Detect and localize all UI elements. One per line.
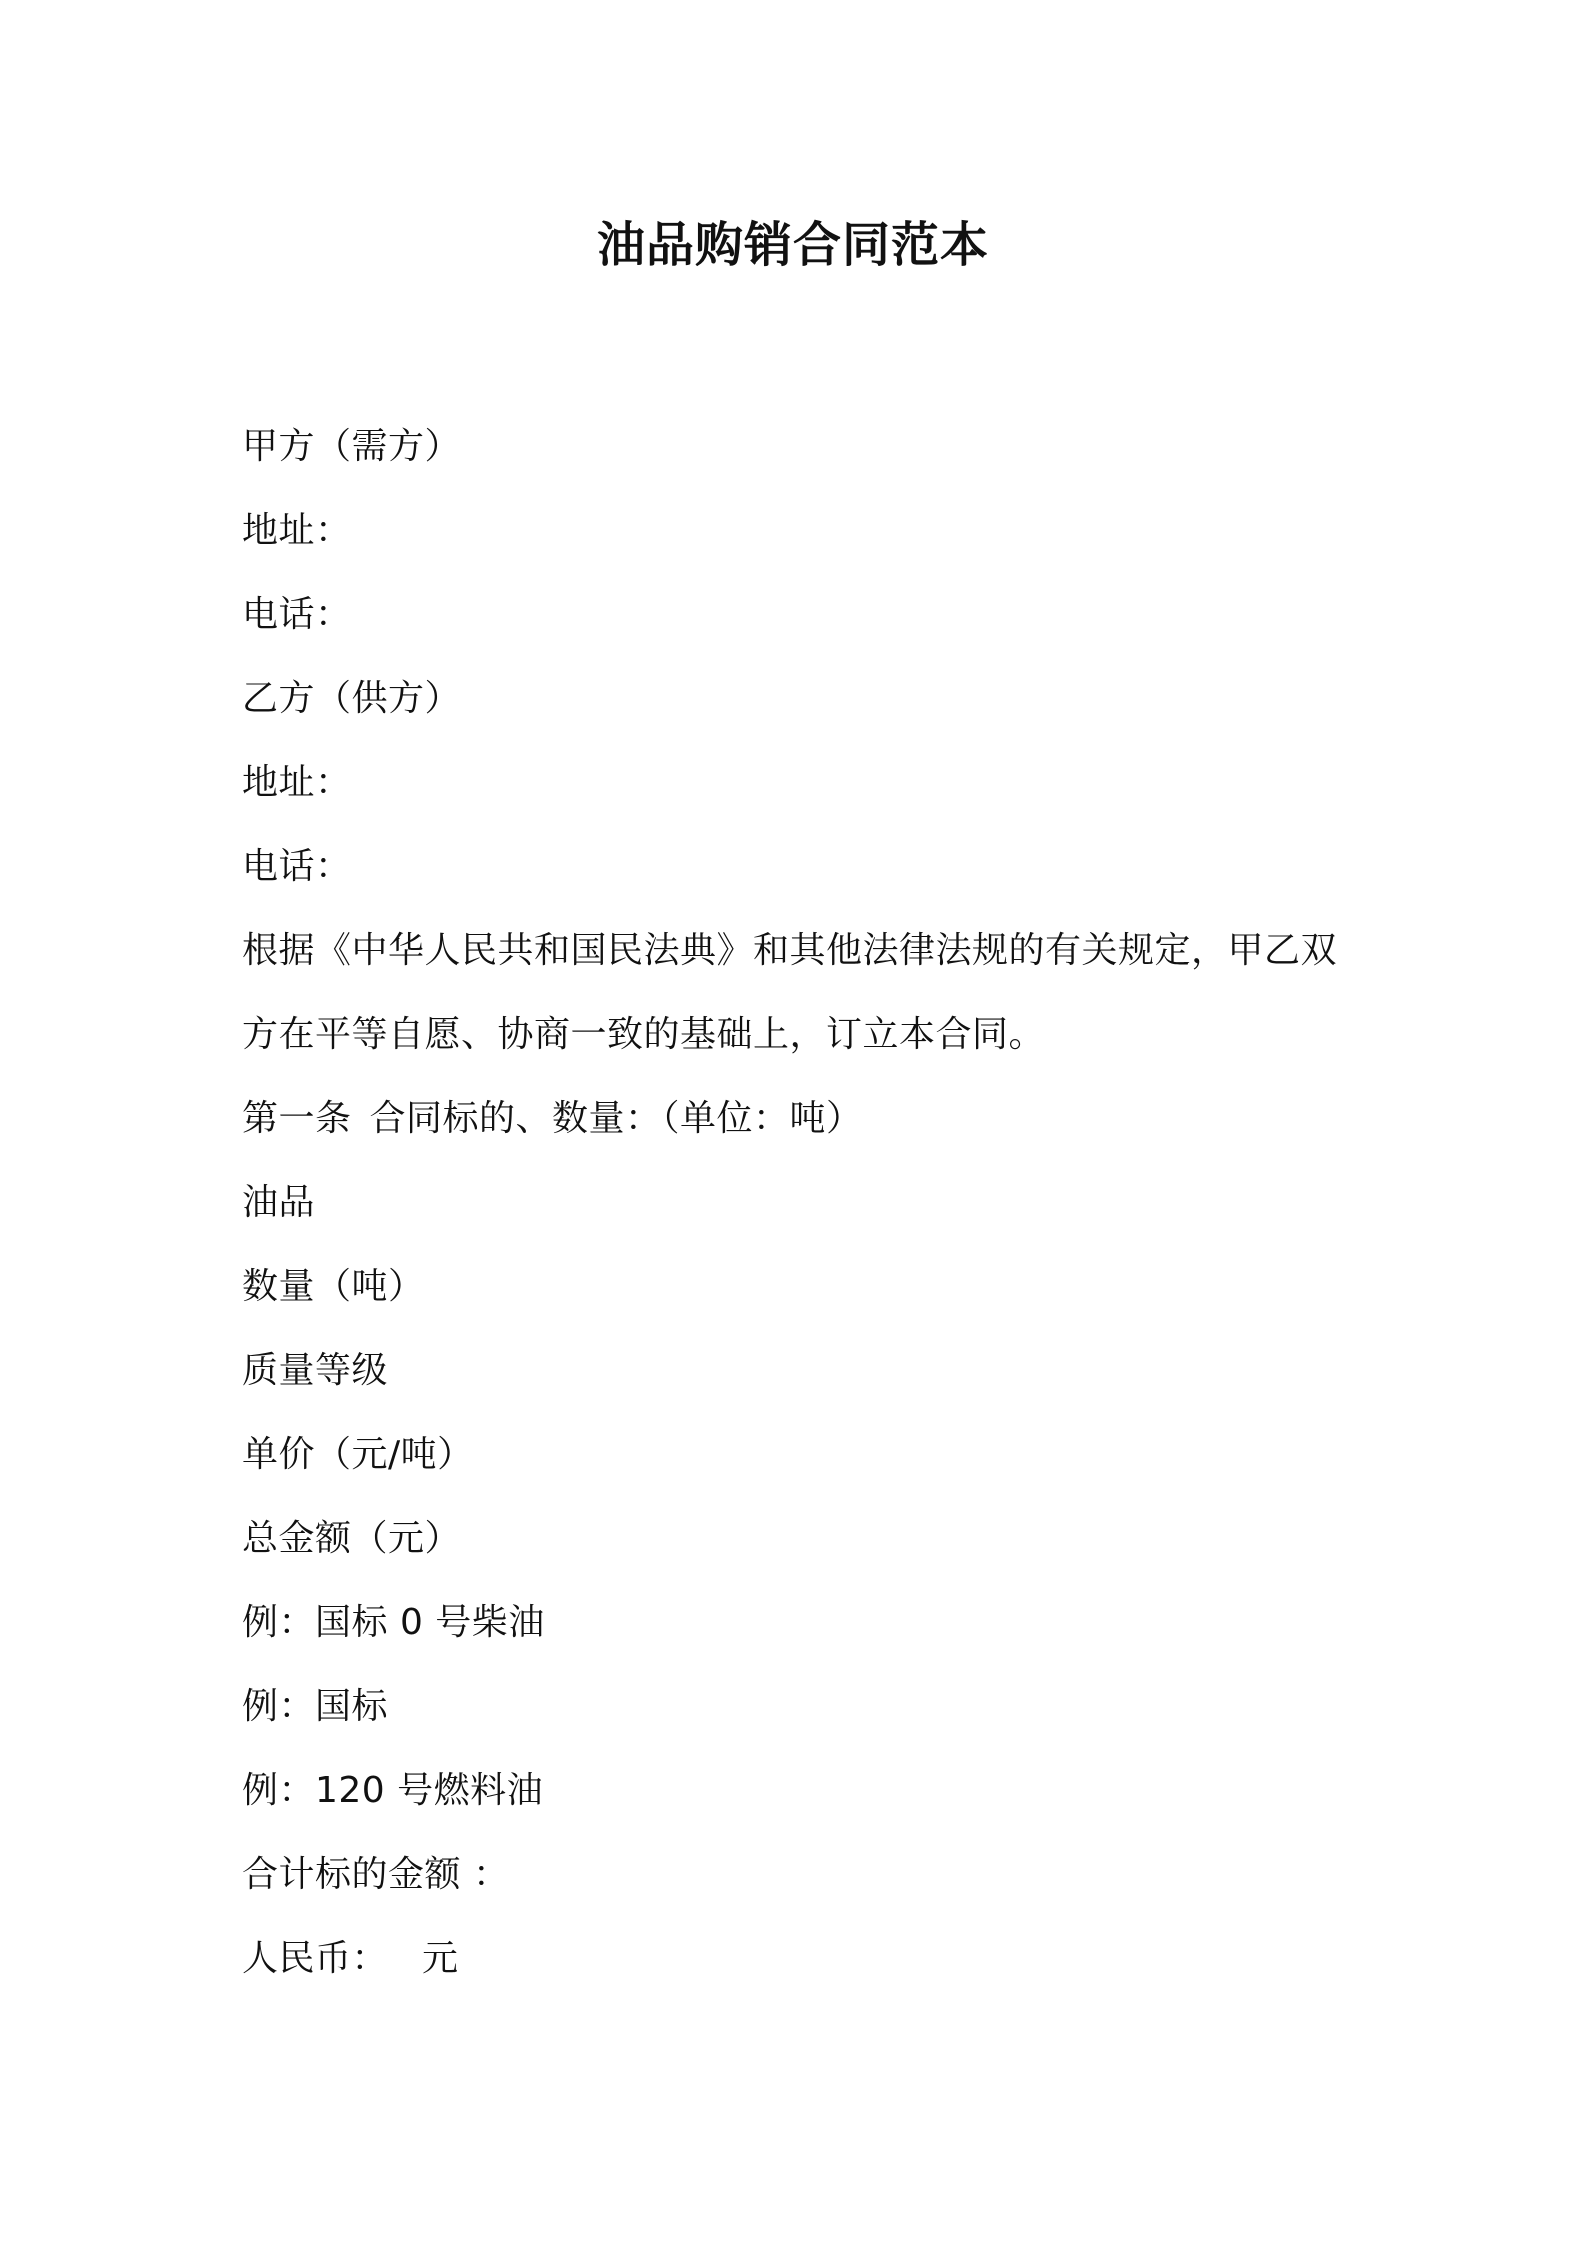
total-amount-label: 合计标的金额 ：: [242, 1854, 510, 1895]
party-b-address-label: 地址：: [242, 762, 352, 803]
contract-body: [242, 405, 1382, 2001]
rmb-unit: 元: [422, 1938, 459, 1979]
field-total-amount: 总金额（元）: [242, 1518, 462, 1559]
party-a-address-label: 地址：: [242, 510, 352, 551]
field-unit-price: 单价（元/吨）: [242, 1434, 474, 1475]
article-1-heading: [242, 1077, 1382, 1161]
article-1-title: 合同标的、数量：（单位：吨）: [369, 1098, 863, 1139]
party-b-label: 乙方（供方）: [242, 678, 462, 719]
example-2: 例：国标: [242, 1686, 389, 1727]
party-a-phone-label: 电话：: [242, 594, 352, 635]
field-quality-grade: 质量等级: [242, 1350, 389, 1391]
field-oil-product: 油品: [242, 1182, 316, 1223]
party-b-phone-label: 电话：: [242, 846, 352, 887]
page-title: 油品购销合同范本: [596, 217, 989, 273]
preamble-line-2: 方在平等自愿、协商一致的基础上，订立本合同。: [242, 1014, 1046, 1055]
field-quantity: 数量（吨）: [242, 1266, 425, 1307]
example-1: 例：国标 0 号柴油: [242, 1602, 545, 1643]
rmb-label: 人民币：: [242, 1938, 389, 1979]
rmb-line: [242, 1917, 1382, 2001]
article-1-number: 第一条: [242, 1098, 352, 1139]
example-3: 例：120 号燃料油: [242, 1770, 544, 1811]
party-a-label: 甲方（需方）: [242, 426, 462, 467]
preamble-line-1: 根据《中华人民共和国民法典》和其他法律法规的有关规定，甲乙双: [242, 930, 1338, 971]
